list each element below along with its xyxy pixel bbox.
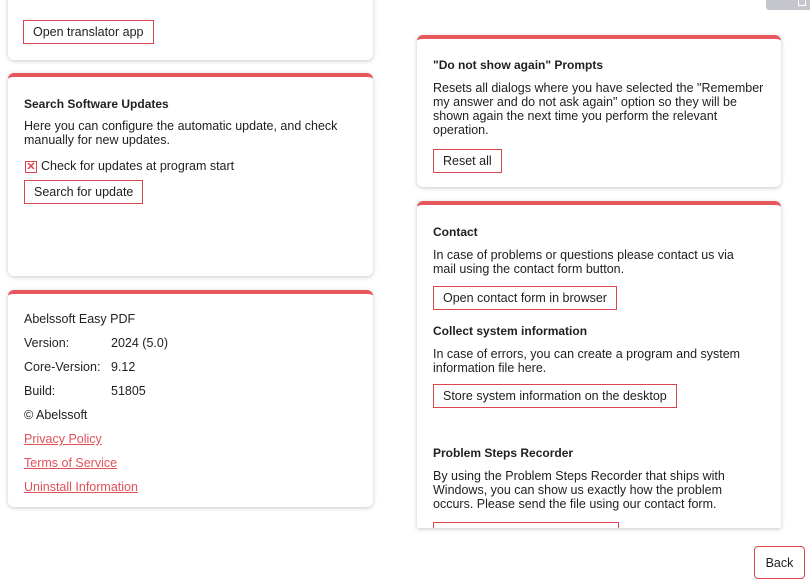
- open-translator-button[interactable]: Open translator app: [23, 20, 154, 44]
- prompts-title: "Do not show again" Prompts: [433, 58, 604, 72]
- terms-of-service-link[interactable]: Terms of Service: [24, 456, 118, 470]
- prompts-line-4: operation.: [433, 123, 489, 137]
- version-value: 2024 (5.0): [111, 336, 168, 350]
- contact-line-1: In case of problems or questions please contact us via: [433, 248, 734, 262]
- core-version-label: Core-Version:: [24, 360, 101, 374]
- psr-line-2: Windows, you can show us exactly how the problem: [433, 483, 723, 497]
- prompts-line-1: Resets all dialogs where you have selected the "Remember: [433, 81, 764, 95]
- store-sysinfo-button[interactable]: Store system information on the desktop: [433, 384, 677, 408]
- prompts-card: [417, 35, 781, 187]
- psr-line-3: occurs. Please send the file using our contact form.: [433, 497, 717, 511]
- psr-line-1: By using the Problem Steps Recorder that ships with: [433, 469, 725, 483]
- core-version-value: 9.12: [111, 360, 136, 374]
- about-card: [8, 290, 373, 507]
- updates-title: Search Software Updates: [24, 97, 169, 111]
- contact-title: Contact: [433, 225, 478, 239]
- psr-button-partial[interactable]: [433, 522, 619, 528]
- updates-card: [8, 73, 373, 276]
- build-value: 51805: [111, 384, 146, 398]
- translator-card: [8, 0, 373, 60]
- reset-all-button[interactable]: Reset all: [433, 149, 502, 173]
- update-at-start-checkbox[interactable]: ✕: [26, 161, 36, 173]
- uninstall-information-link[interactable]: Uninstall Information: [24, 480, 138, 494]
- updates-description: Here you can configure the automatic update, and check manually for new updates.: [24, 119, 338, 147]
- back-button[interactable]: Back: [754, 546, 805, 579]
- update-at-start-label: Check for updates at program start: [41, 159, 235, 173]
- version-label: Version:: [24, 336, 70, 350]
- prompts-line-3: shown again the next time you perform the relevant: [433, 109, 718, 123]
- build-label: Build:: [24, 384, 56, 398]
- window-control-button[interactable]: [766, 0, 810, 10]
- restore-icon: [798, 0, 806, 6]
- sysinfo-line-1: In case of errors, you can create a program and system: [433, 347, 741, 361]
- privacy-policy-link[interactable]: Privacy Policy: [24, 432, 102, 446]
- copyright: © Abelssoft: [24, 408, 88, 422]
- sysinfo-line-2: information file here.: [433, 361, 547, 375]
- open-contact-form-button[interactable]: Open contact form in browser: [433, 286, 617, 310]
- psr-title: Problem Steps Recorder: [433, 446, 574, 460]
- contact-card: [417, 201, 781, 528]
- search-update-button[interactable]: Search for update: [24, 180, 143, 204]
- product-name: Abelssoft Easy PDF: [24, 312, 136, 326]
- prompts-line-2: my answer and do not ask again" option so they will be: [433, 95, 737, 109]
- sysinfo-title: Collect system information: [433, 324, 588, 338]
- contact-line-2: mail using the contact form button.: [433, 262, 625, 276]
